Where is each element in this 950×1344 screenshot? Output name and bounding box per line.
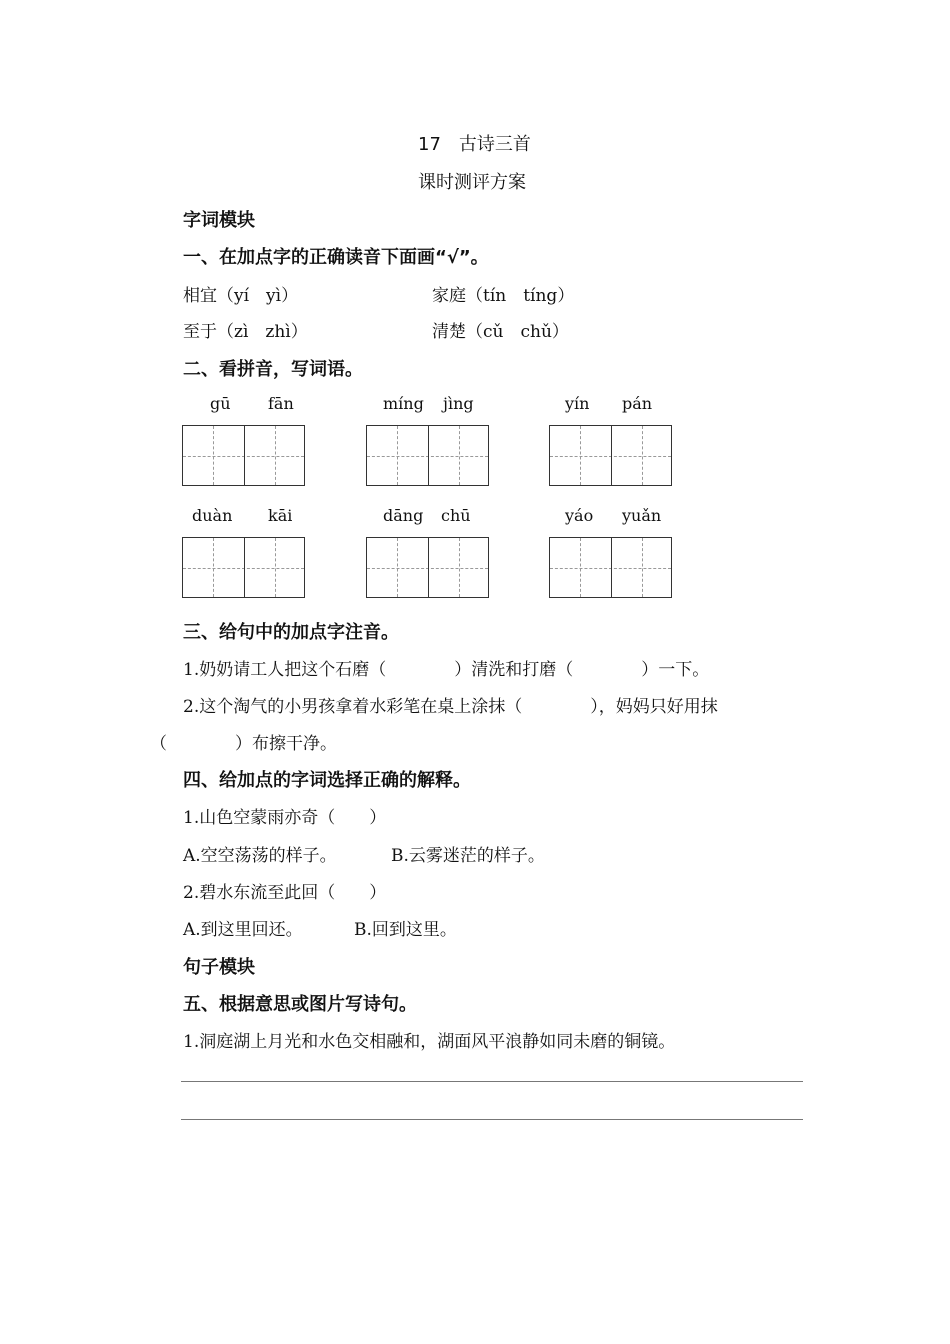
q4-option-a: A.空空荡荡的样子。 — [183, 846, 337, 866]
writing-grid[interactable] — [182, 425, 305, 486]
section-heading-sentences: 句子模块 — [183, 957, 255, 978]
writing-grid[interactable] — [182, 537, 305, 598]
q4-item-2: 2.碧水东流至此回（ ） — [183, 883, 387, 903]
writing-grid[interactable] — [366, 537, 489, 598]
pinyin-label: yuǎn — [622, 506, 662, 525]
question-5-heading: 五、根据意思或图片写诗句。 — [183, 994, 417, 1015]
pinyin-label: gū — [210, 394, 231, 413]
pinyin-label: kāi — [268, 506, 293, 525]
pinyin-label: yín — [565, 394, 590, 413]
q4-option-b: B.回到这里。 — [354, 920, 457, 940]
q3-sentence-2: 2.这个淘气的小男孩拿着水彩笔在桌上涂抹（ ），妈妈只好用抹 — [183, 697, 718, 717]
pinyin-label: dāng — [383, 506, 424, 525]
writing-grid[interactable] — [549, 537, 672, 598]
pinyin-label: yáo — [565, 506, 594, 525]
page-subtitle: 课时测评方案 — [418, 172, 526, 193]
section-heading-words: 字词模块 — [183, 210, 255, 231]
pinyin-label: pán — [622, 394, 653, 413]
pinyin-label: míng — [383, 394, 424, 413]
q4-option-a: A.到这里回还。 — [183, 920, 303, 940]
pinyin-label: duàn — [192, 506, 233, 525]
writing-grid[interactable] — [549, 425, 672, 486]
q5-item-1: 1.洞庭湖上月光和水色交相融和，湖面风平浪静如同未磨的铜镜。 — [183, 1032, 676, 1052]
question-4-heading: 四、给加点的字词选择正确的解释。 — [183, 770, 471, 791]
pinyin-label: chū — [441, 506, 471, 525]
question-3-heading: 三、给句中的加点字注音。 — [183, 622, 399, 643]
answer-line[interactable] — [181, 1081, 803, 1082]
question-1-heading: 一、在加点字的正确读音下面画“√”。 — [183, 247, 489, 268]
q1-item: 清楚（cǔ chǔ） — [432, 322, 569, 342]
q1-item: 相宜（yí yì） — [183, 286, 299, 306]
pinyin-label: jìng — [443, 394, 474, 413]
writing-grid[interactable] — [366, 425, 489, 486]
q1-item: 家庭（tín tíng） — [432, 286, 575, 306]
q1-item: 至于（zì zhì） — [183, 322, 308, 342]
answer-line[interactable] — [181, 1119, 803, 1120]
q3-sentence-1: 1.奶奶请工人把这个石磨（ ）清洗和打磨（ ）一下。 — [183, 660, 710, 680]
q3-sentence-2-cont: （ ）布擦干净。 — [150, 734, 337, 754]
pinyin-label: fān — [268, 394, 294, 413]
q4-option-b: B.云雾迷茫的样子。 — [391, 846, 545, 866]
q4-item-1: 1.山色空蒙雨亦奇（ ） — [183, 808, 387, 828]
page-title: 17 古诗三首 — [418, 134, 531, 155]
question-2-heading: 二、看拼音，写词语。 — [183, 359, 363, 380]
